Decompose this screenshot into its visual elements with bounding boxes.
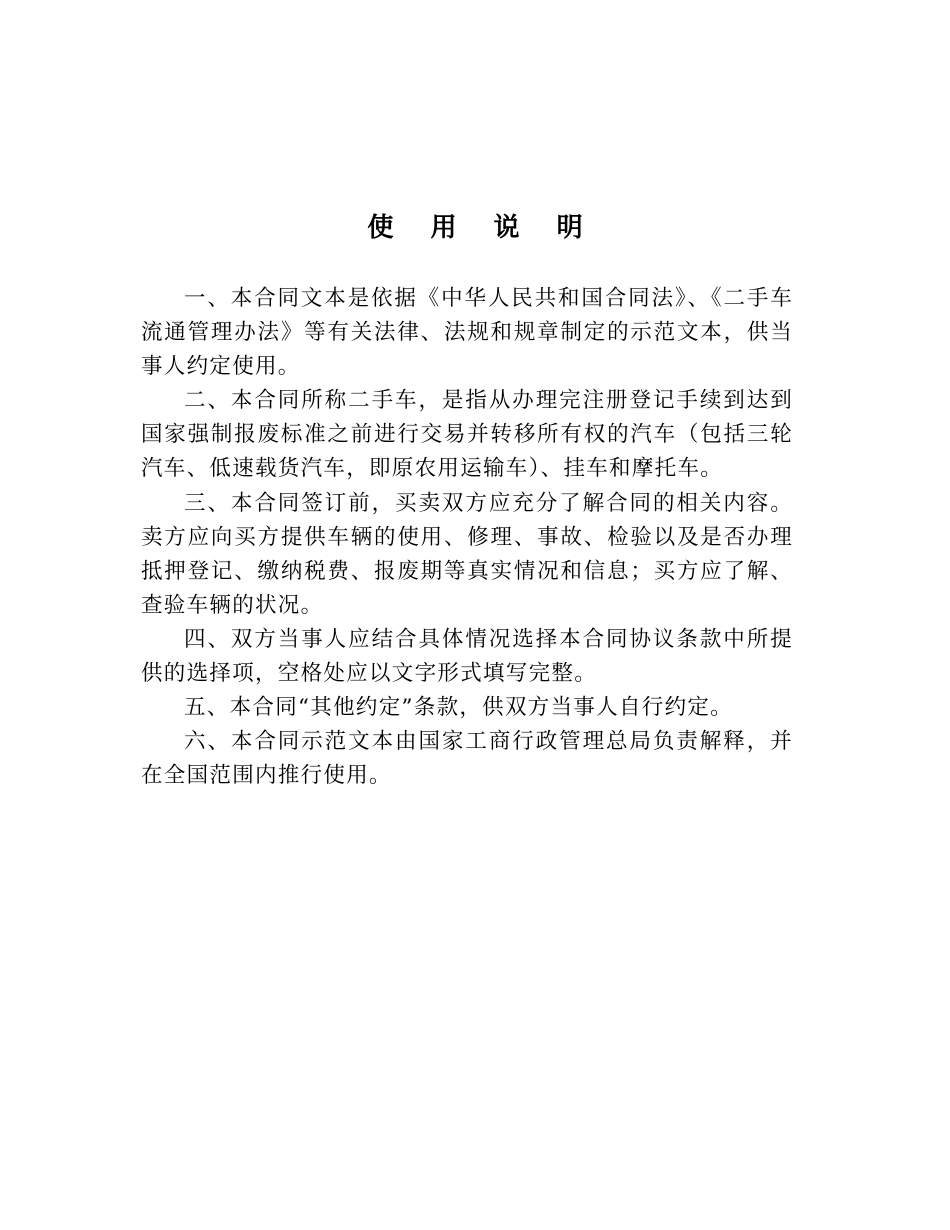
instruction-paragraph-2: 二、本合同所称二手车，是指从办理完注册登记手续到达到国家强制报废标准之前进行交易并转移所有权的汽车（包括三轮汽车、低速载货汽车，即原农用运输车）、挂车和摩托车。 (141, 388, 793, 482)
instruction-paragraph-3: 三、本合同签订前，买卖双方应充分了解合同的相关内容。卖方应向买方提供车辆的使用、修理、事故、检验以及是否办理抵押登记、缴纳税费、报废期等真实情况和信息；买方应了解、查验车辆的状况。 (141, 490, 793, 618)
instruction-paragraph-1: 一、本合同文本是依据《中华人民共和国合同法》、《二手车流通管理办法》等有关法律、法规和规章制定的示范文本，供当事人约定使用。 (141, 286, 793, 380)
instruction-paragraph-6: 六、本合同示范文本由国家工商行政管理总局负责解释，并在全国范围内推行使用。 (141, 729, 793, 789)
instructions-body (141, 282, 793, 793)
instruction-paragraph-5: 五、本合同“其他约定”条款，供双方当事人自行约定。 (184, 695, 733, 721)
instruction-paragraph-4: 四、双方当事人应结合具体情况选择本合同协议条款中所提供的选择项，空格处应以文字形式填写完整。 (141, 626, 793, 687)
page-title: 使 用 说 明 (367, 213, 597, 243)
